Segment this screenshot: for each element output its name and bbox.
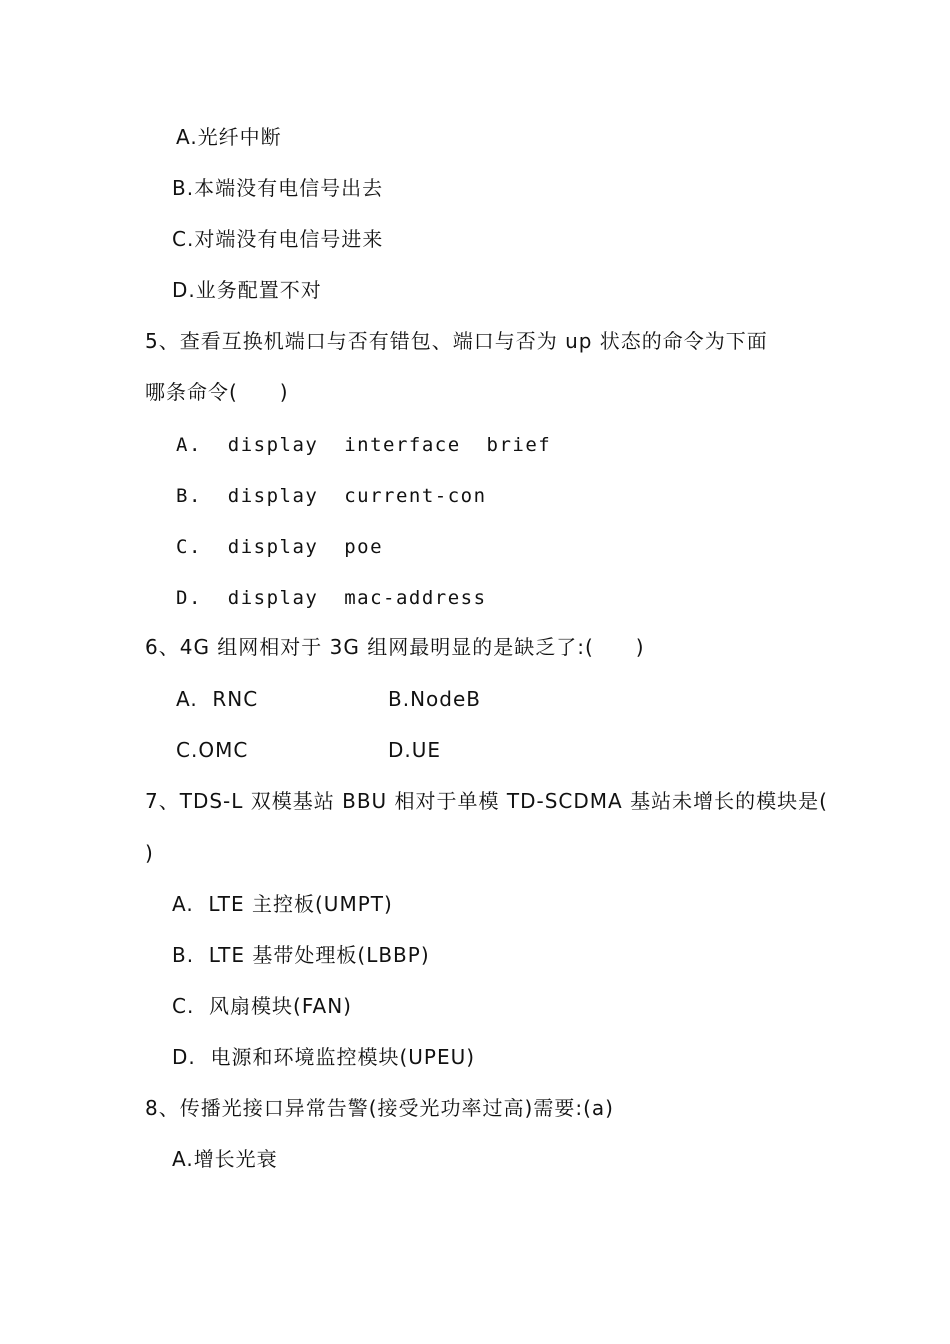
q7-option-c: C. 风扇模块(FAN) (172, 994, 352, 1018)
q8-option-a: A.增长光衰 (172, 1147, 278, 1171)
q4-option-a: A.光纤中断 (176, 125, 282, 149)
q6-option-b: B.NodeB (388, 687, 481, 711)
q6-stem: 6、4G 组网相对于 3G 组网最明显的是缺乏了:( ) (145, 635, 645, 659)
q7-option-b: B. LTE 基带处理板(LBBP) (172, 943, 430, 967)
q4-option-b: B.本端没有电信号出去 (172, 176, 384, 200)
q8-stem: 8、传播光接口异常告警(接受光功率过高)需要:(a) (145, 1096, 614, 1120)
q6-option-a: A. RNC (176, 687, 259, 711)
q6-option-c: C.OMC (176, 738, 249, 762)
q7-stem-line2: ) (145, 841, 154, 865)
q4-option-c: C.对端没有电信号进来 (172, 227, 384, 251)
q5-stem-line1: 5、查看互换机端口与否有错包、端口与否为 up 状态的命令为下面 (145, 329, 768, 353)
q5-option-d: D. display mac-address (176, 587, 487, 609)
q5-option-c: C. display poe (176, 536, 384, 558)
q7-option-d: D. 电源和环境监控模块(UPEU) (172, 1045, 476, 1069)
q7-option-a: A. LTE 主控板(UMPT) (172, 892, 393, 916)
q7-stem-line1: 7、TDS-L 双模基站 BBU 相对于单模 TD-SCDMA 基站未增长的模块是( (145, 789, 828, 813)
q4-option-d: D.业务配置不对 (172, 278, 322, 302)
q5-option-b: B. display current-con (176, 485, 487, 507)
q5-stem-line2: 哪条命令( ) (145, 380, 289, 404)
q6-option-d: D.UE (388, 738, 442, 762)
q5-option-a: A. display interface brief (176, 434, 552, 456)
